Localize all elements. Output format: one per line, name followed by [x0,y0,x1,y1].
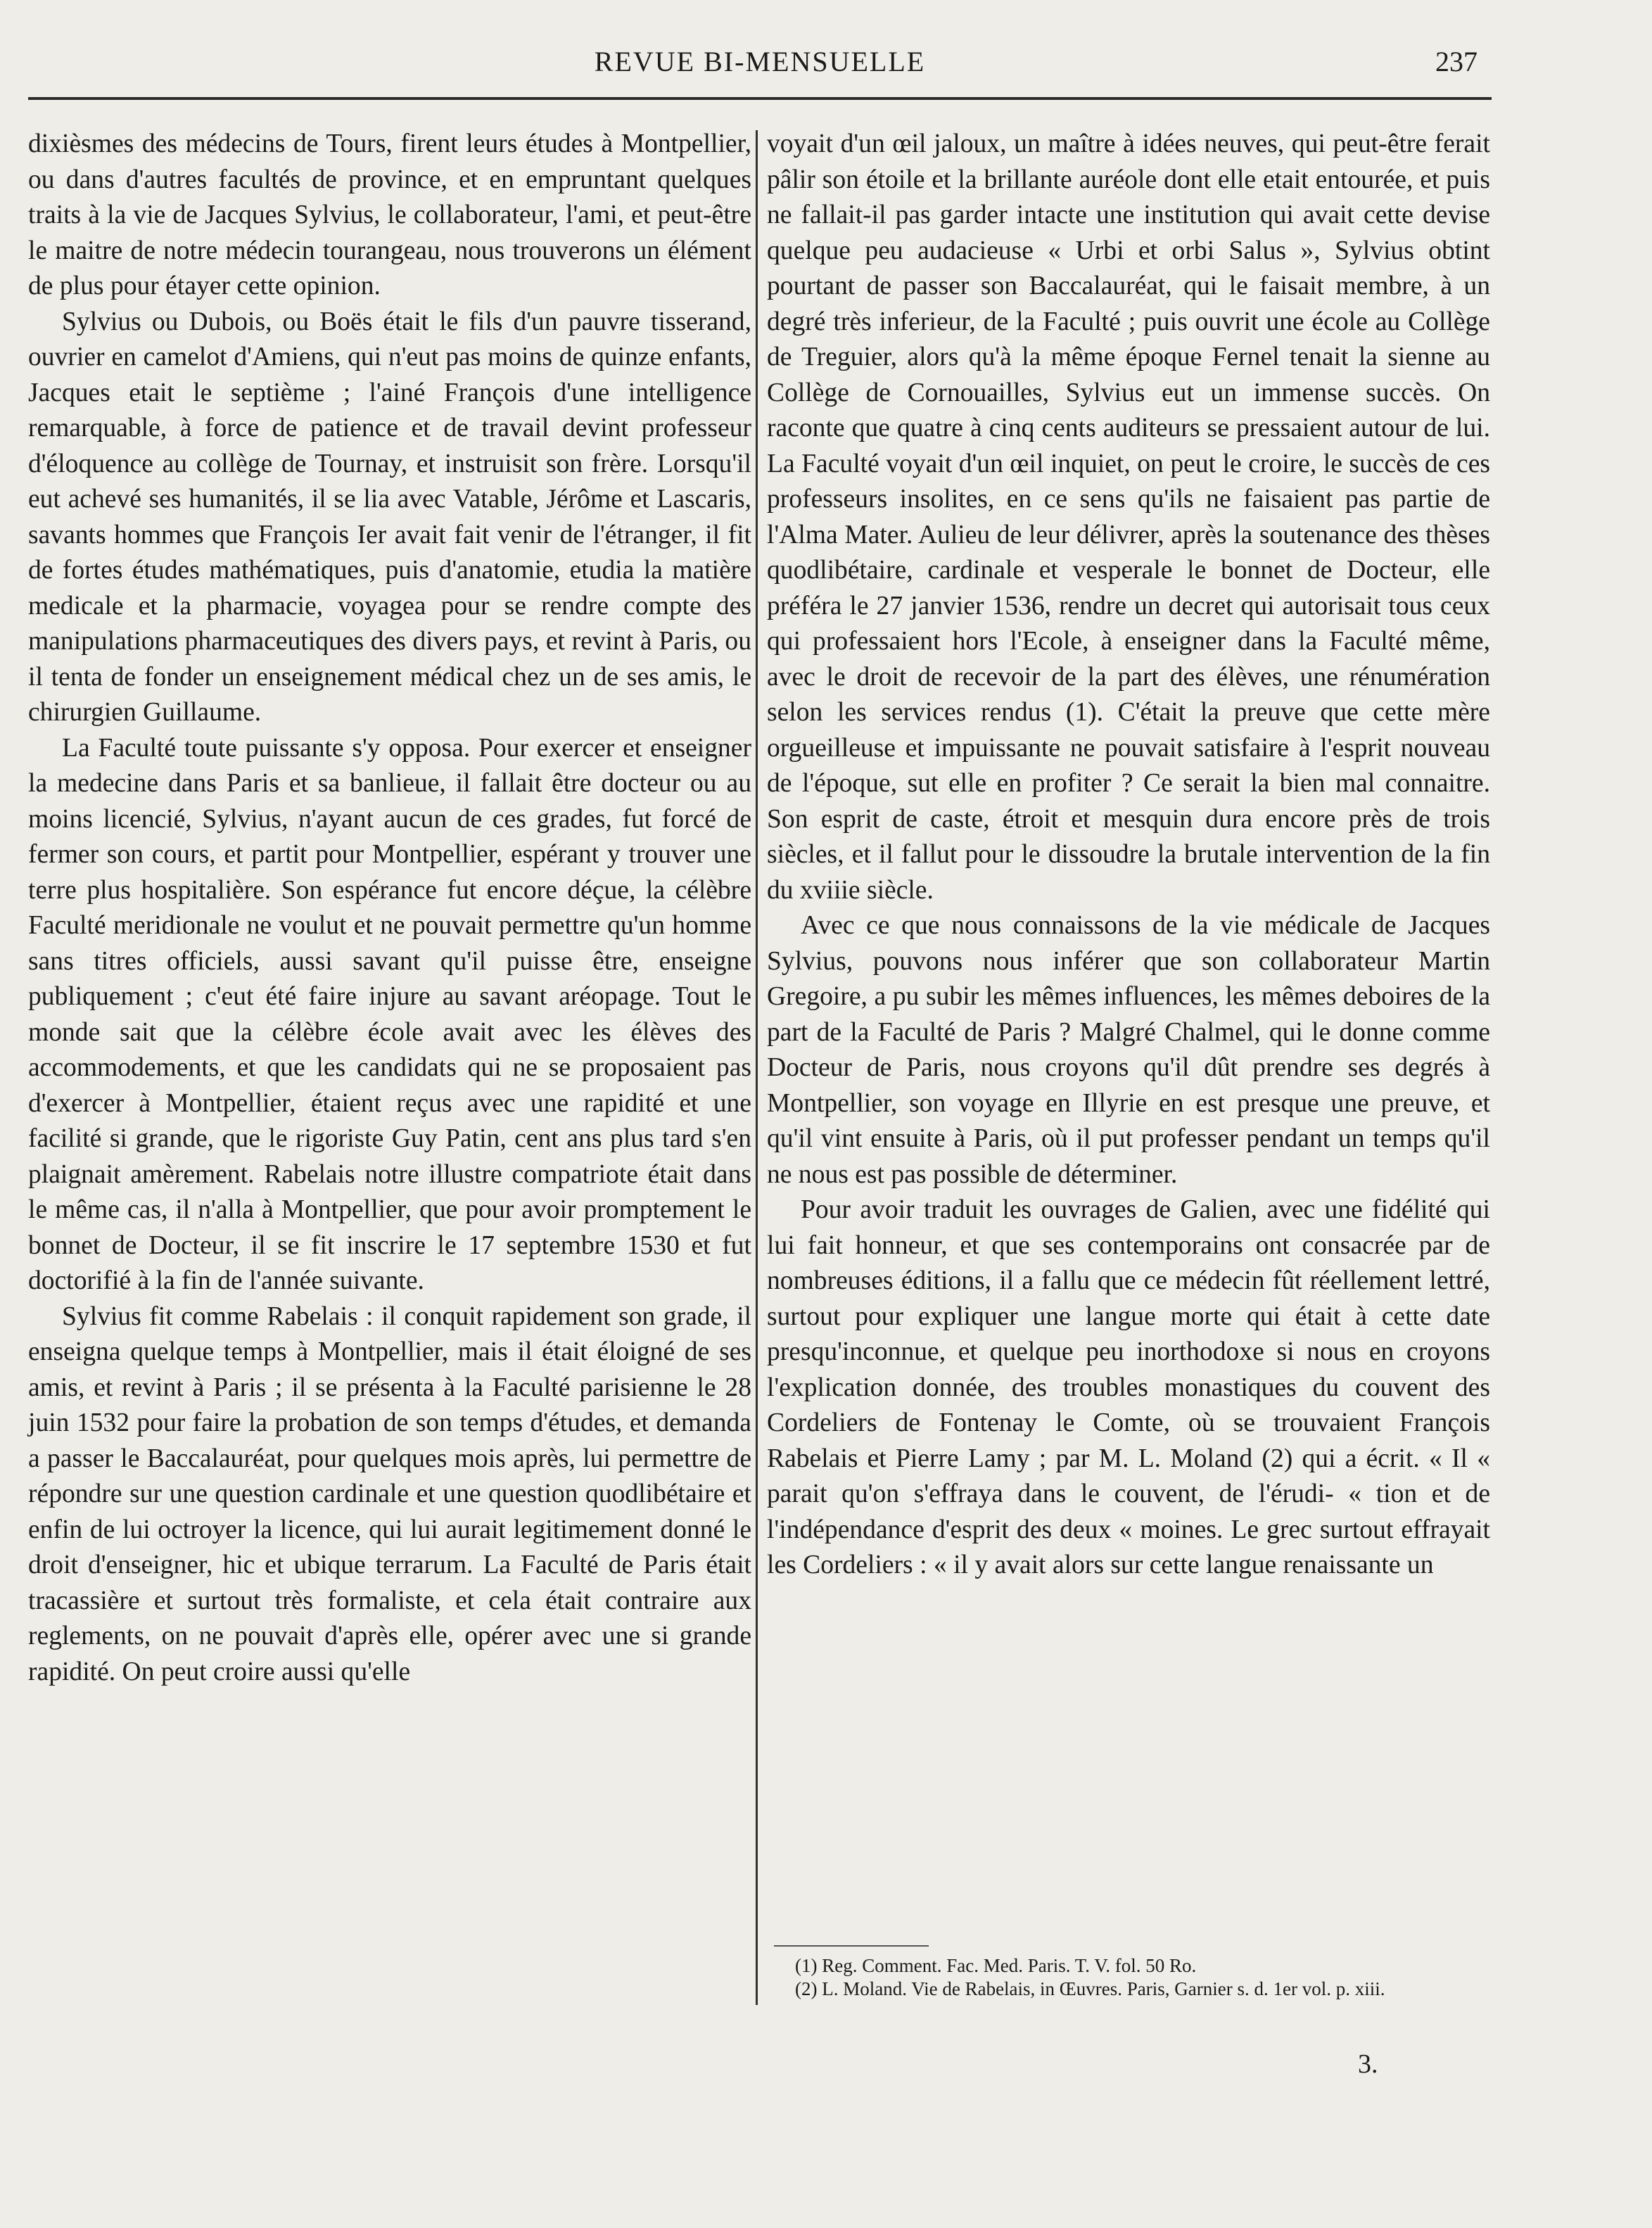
paragraph: Avec ce que nous connaissons de la vie médicale de Jacques Sylvius, pouvons nous inférer que son collaborateur Martin Gregoire, a pu subir les mêmes influences, les mêmes deboires de la part de la Faculté de Paris ? Malgré Chalmel, qui le donne comme Docteur de Paris, nous croyons qu'il dût prendre ses degrés à Montpellier, son voyage en Illyrie en est presque une preuve, et qu'il vint ensuite à Paris, où il put professer pendant un temps qu'il ne nous est pas possible de déterminer. [767,911,1490,1189]
page-header [28,41,1492,83]
paragraph: Pour avoir traduit les ouvrages de Galien, avec une fidélité qui lui fait honneur, et que ses contemporains ont consacrée par de nombreuses éditions, il a fallu que ce médecin fût réellement lettré, surtout pour expliquer une langue morte qui était à cette date presqu'inconnue, et quelque peu inorthodoxe si nous en croyons l'explication donnée, des troubles monastiques du couvent des Cordeliers de Fontenay le Comte, où se trouvaient François Rabelais et Pierre Lamy ; par M. L. Moland (2) qui a écrit. « Il « parait qu'on s'effraya dans le couvent, de l'érudi- « tion et de l'indépendance d'esprit des deux « moines. Le grec surtout effrayait les Cordeliers : « il y avait alors sur cette langue renaissante un [767,1195,1490,1579]
footnote: (2) L. Moland. Vie de Rabelais, in Œuvres. Paris, Garnier s. d. 1er vol. p. xiii. [795,1978,1385,1999]
left-column [28,127,751,1690]
running-title: REVUE BI-MENSUELLE [594,46,926,77]
page-number: 237 [1435,46,1478,77]
footnote: (1) Reg. Comment. Fac. Med. Paris. T. V. fol. 50 Ro. [795,1955,1197,1976]
right-column [767,127,1490,1584]
footnotes [774,1954,1506,2001]
header-rule [28,97,1492,100]
paragraph: voyait d'un œil jaloux, un maître à idées neuves, qui peut-être ferait pâlir son étoile et la brillante auréole dont elle etait entourée, et puis ne fallait-il pas garder intacte une institution qui avait cette devise quelque peu audacieuse « Urbi et orbi Salus », Sylvius obtint pourtant de passer son Baccalauréat, qui le faisait membre, à un degré très inferieur, de la Faculté ; puis ouvrit une école au Collège de Treguier, alors qu'à la même époque Fernel tenait la sienne au Collège de Cornouailles, Sylvius eut un immense succès. On raconte que quatre à cinq cents auditeurs se pressaient autour de lui. La Faculté voyait d'un œil inquiet, on peut le croire, le succès de ces professeurs insolites, en ce sens qu'ils ne faisaient pas partie de l'Alma Mater. Aulieu de leur délivrer, après la soutenance des thèses quodlibétaire, cardinale et vesperale le bonnet de Docteur, elle préféra le 27 janvier 1536, rendre un decret qui autorisait tous ceux qui professaient hors l'Ecole, à enseigner dans la Faculté même, avec le droit de recevoir de la part des élèves, une rénumération selon les services rendus (1). C'était la preuve que cette mère orgueilleuse et impuissante ne pouvait satisfaire à l'esprit nouveau de l'époque, sut elle en profiter ? Ce serait la bien mal connaitre. Son esprit de caste, étroit et mesquin dura encore près de trois siècles, et il fallut pour le dissoudre la brutale intervention de la fin du xviiie siècle. [767,129,1490,905]
paragraph: Sylvius fit comme Rabelais : il conquit rapidement son grade, il enseigna quelque temps à Montpellier, mais il était éloigné de ses amis, et revint à Paris ; il se présenta à la Faculté parisienne le 28 juin 1532 pour faire la probation de son temps d'études, et demanda a passer le Baccalauréat, pour quelques mois après, lui permettre de répondre sur une question cardinale et une question quodlibétaire et enfin de lui octroyer la licence, qui lui aurait legitimement donné le droit d'enseigner, hic et ubique terrarum. La Faculté de Paris était tracassière et surtout très formaliste, et cela était contraire aux reglements, on ne pouvait d'après elle, opérer avec une si grande rapidité. On peut croire aussi qu'elle [28,1301,751,1686]
column-divider [756,130,758,2005]
paragraph: La Faculté toute puissante s'y opposa. Pour exercer et enseigner la medecine dans Paris et sa banlieue, il fallait être docteur ou au moins licencié, Sylvius, n'ayant aucun de ces grades, fut forcé de fermer son cours, et partit pour Montpellier, espérant y trouver une terre plus hospitalière. Son espérance fut encore déçue, la célèbre Faculté meridionale ne voulut et ne pouvait permettre qu'un homme sans titres officiels, aussi savant qu'il puisse être, enseigne publiquement ; c'eut été faire injure au savant aréopage. Tout le monde sait que la célèbre école avait avec les élèves des accommodements, et que les candidats qui ne se proposaient pas d'exercer à Montpellier, étaient reçus avec une rapidité et une facilité si grande, que le rigoriste Guy Patin, cent ans plus tard s'en plaignait amèrement. Rabelais notre illustre compatriote était dans le même cas, il n'alla à Montpellier, que pour avoir promptement le bonnet de Docteur, il se fit inscrire le 17 septembre 1530 et fut doctorifié à la fin de l'année suivante. [28,733,751,1295]
signature-mark: 3. [1358,2049,1378,2079]
paragraph: dixièsmes des médecins de Tours, firent leurs études à Montpellier, ou dans d'autres facultés de province, et en empruntant quelques traits à la vie de Jacques Sylvius, le collaborateur, l'ami, et peut-être le maitre de notre médecin tourangeau, nous trouverons un élément de plus pour étayer cette opinion. [28,129,751,300]
paragraph: Sylvius ou Dubois, ou Boës était le fils d'un pauvre tisserand, ouvrier en camelot d'Amiens, qui n'eut pas moins de quinze enfants, Jacques etait le septième ; l'ainé François d'une intelligence remarquable, à force de patience et de travail devint professeur d'éloquence au collège de Tournay, et instruisit son frère. Lorsqu'il eut achevé ses humanités, il se lia avec Vatable, Jérôme et Lascaris, savants hommes que François Ier avait fait venir de l'étranger, il fit de fortes études mathématiques, puis d'anatomie, etudia la matière medicale et la pharmacie, voyagea pour se rendre compte des manipulations pharmaceutiques des divers pays, et revint à Paris, ou il tenta de fonder un enseignement médical chez un de ses amis, le chirurgien Guillaume. [28,307,751,727]
footnote-rule [774,1945,929,1947]
